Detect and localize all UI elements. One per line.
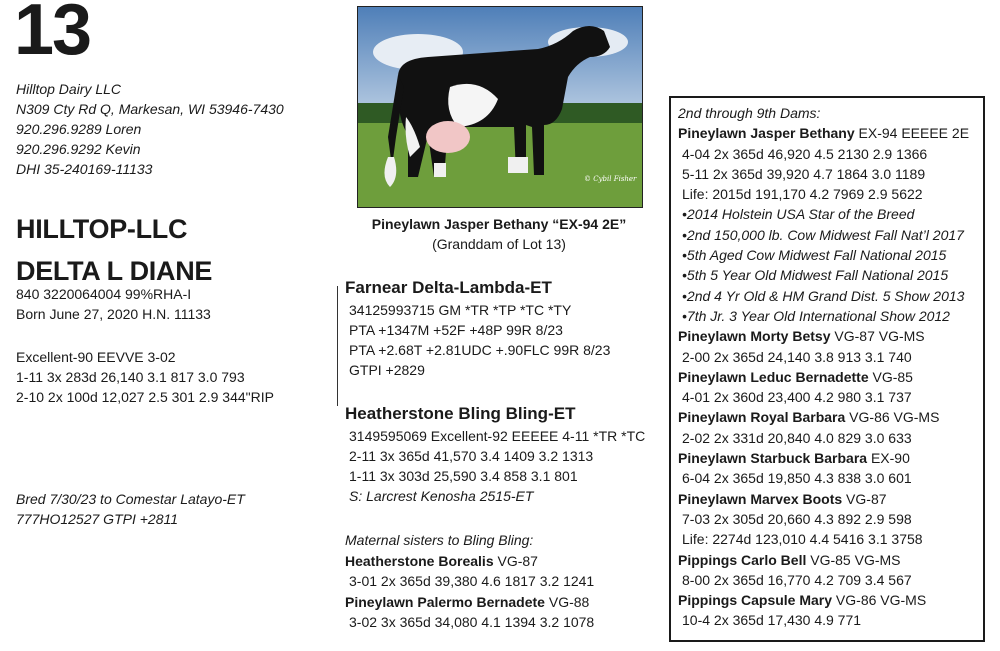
- dam-block: [345, 402, 645, 506]
- dam-entry: [678, 489, 969, 509]
- sire-detail-line: PTA +1347M +52F +48P 99R 8/23: [349, 322, 563, 338]
- dam-entry: [678, 590, 969, 610]
- animal-name-line: DELTA L DIANE: [16, 256, 213, 286]
- dam-detail-line: 2-11 3x 365d 41,570 3.4 1409 3.2 1313: [349, 448, 594, 464]
- dam-entry-name: Pineylawn Marvex Boots: [678, 490, 843, 507]
- dam-entry-record: 10-4 2x 365d 17,430 4.9 771: [682, 612, 862, 629]
- granddam-photo: [357, 6, 643, 208]
- owner-prefix: HILLTOP-LLC: [16, 214, 188, 244]
- classification: Excellent-90 EEVVE 3-02: [16, 349, 176, 365]
- photo-caption: [340, 214, 658, 254]
- sister-entry: [345, 551, 594, 572]
- dam-entry-class: VG-87 VG-MS: [830, 328, 925, 345]
- dam-entry-record: 2-02 2x 331d 20,840 4.0 829 3.0 633: [682, 429, 912, 446]
- bred-service-sire: 777HO12527 GTPI +2811: [16, 511, 179, 527]
- dam-entry-record: Life: 2274d 123,010 4.4 5416 3.1 3758: [682, 531, 923, 548]
- honor-line: •5th 5 Year Old Midwest Fall National 2015: [682, 267, 949, 284]
- dam-entry-record: 8-00 2x 365d 16,770 4.2 709 3.4 567: [682, 571, 912, 588]
- phone-kevin: 920.296.9292 Kevin: [16, 141, 141, 157]
- dam-entry: [678, 123, 969, 143]
- dam-detail-line: 3149595069 Excellent-92 EEEEE 4-11 *TR *TC: [349, 428, 646, 444]
- dam-entry: [678, 550, 969, 570]
- sister-record: 3-02 3x 365d 34,080 4.1 1394 3.2 1078: [349, 614, 595, 630]
- sister-entry: [345, 592, 594, 613]
- sire-block: [345, 276, 610, 380]
- honor-line: •2nd 4 Yr Old & HM Grand Dist. 5 Show 2013: [682, 287, 965, 304]
- sire-detail-line: GTPI +2829: [349, 362, 425, 378]
- dam-name: Heatherstone Bling Bling-ET: [345, 404, 576, 423]
- honor-line: •7th Jr. 3 Year Old International Show 2012: [682, 307, 950, 324]
- cow-illustration: [358, 7, 642, 207]
- caption-subtitle: (Granddam of Lot 13): [432, 236, 566, 252]
- animal-records: [16, 347, 274, 407]
- dams-heading: 2nd through 9th Dams:: [678, 105, 821, 121]
- dam-entry-name: Pineylawn Leduc Bernadette: [678, 368, 869, 385]
- sister-name: Pineylawn Palermo Bernadete: [345, 593, 545, 610]
- dam-entry: [678, 407, 969, 427]
- sister-class: VG-87: [493, 552, 538, 569]
- dam-sire-line: S: Larcrest Kenosha 2515-ET: [349, 488, 534, 504]
- born-line: Born June 27, 2020 H.N. 11133: [16, 306, 211, 322]
- dam-entry: [678, 326, 969, 346]
- honor-line: •5th Aged Cow Midwest Fall National 2015: [682, 247, 947, 264]
- dam-entry-record: 7-03 2x 305d 20,660 4.3 892 2.9 598: [682, 510, 912, 527]
- registration-info: [16, 284, 211, 324]
- farm-name: Hilltop Dairy LLC: [16, 81, 122, 97]
- record-row: 1-11 3x 283d 26,140 3.1 817 3.0 793: [16, 369, 245, 385]
- dam-entry-record: Life: 2015d 191,170 4.2 7969 2.9 5622: [682, 186, 923, 203]
- consignor-contact: [16, 79, 284, 179]
- caption-name: Pineylawn Jasper Bethany “EX-94 2E”: [371, 216, 627, 232]
- dam-entry-class: VG-85 VG-MS: [806, 551, 901, 568]
- farm-address: N309 Cty Rd Q, Markesan, WI 53946-7430: [16, 101, 284, 117]
- sister-name: Heatherstone Borealis: [345, 552, 494, 569]
- bred-line: Bred 7/30/23 to Comestar Latayo-ET: [16, 491, 245, 507]
- sire-detail-line: PTA +2.68T +2.81UDC +.90FLC 99R 8/23: [349, 342, 611, 358]
- honor-line: •2014 Holstein USA Star of the Breed: [682, 206, 915, 223]
- maternal-heading: Maternal sisters to Bling Bling:: [345, 532, 534, 548]
- dam-entry-name: Pineylawn Jasper Bethany: [678, 125, 855, 142]
- dam-entry-class: VG-87: [842, 490, 887, 507]
- dam-entry-name: Pineylawn Royal Barbara: [678, 409, 846, 426]
- dam-entry-class: EX-90: [867, 450, 910, 467]
- dams-box: [678, 103, 969, 631]
- dam-entry-record: 5-11 2x 365d 39,920 4.7 1864 3.0 1189: [682, 165, 926, 182]
- maternal-sisters: [345, 530, 594, 633]
- photographer-signature: © Cybil Fisher: [584, 175, 637, 183]
- registration-line: 840 3220064004 99%RHA-I: [16, 286, 192, 302]
- dam-entry-record: 6-04 2x 365d 19,850 4.3 838 3.0 601: [682, 470, 912, 487]
- animal-name: [16, 208, 212, 292]
- dam-entry-name: Pineylawn Morty Betsy: [678, 328, 831, 345]
- sire-detail-line: 34125993715 GM *TR *TP *TC *TY: [349, 302, 572, 318]
- honor-line: •2nd 150,000 lb. Cow Midwest Fall Nat’l 2017: [682, 226, 964, 243]
- record-row: 2-10 2x 100d 12,027 2.5 301 2.9 344"RIP: [16, 389, 274, 405]
- dam-entry-class: VG-85: [868, 368, 913, 385]
- dam-entry: [678, 448, 969, 468]
- dam-entry-name: Pineylawn Starbuck Barbara: [678, 450, 868, 467]
- dam-entry-name: Pippings Capsule Mary: [678, 592, 833, 609]
- grass: [358, 123, 642, 207]
- dam-entry-class: VG-86 VG-MS: [845, 409, 940, 426]
- dam-entry-name: Pippings Carlo Bell: [678, 551, 807, 568]
- bred-info: [16, 489, 245, 529]
- dam-entry-record: 4-04 2x 365d 46,920 4.5 2130 2.9 1366: [682, 145, 928, 162]
- sister-record: 3-01 2x 365d 39,380 4.6 1817 3.2 1241: [349, 573, 595, 589]
- dam-entry: [678, 367, 969, 387]
- lot-number: 13: [14, 0, 91, 70]
- dam-entry-record: 4-01 2x 360d 23,400 4.2 980 3.1 737: [682, 389, 912, 406]
- sire-name: Farnear Delta-Lambda-ET: [345, 278, 552, 297]
- dam-detail-line: 1-11 3x 303d 25,590 3.4 858 3.1 801: [349, 468, 578, 484]
- pedigree-divider: [337, 286, 338, 406]
- phone-loren: 920.296.9289 Loren: [16, 121, 142, 137]
- dam-entry-class: VG-86 VG-MS: [832, 592, 927, 609]
- dhi-number: DHI 35-240169-11133: [16, 161, 153, 177]
- dam-entry-record: 2-00 2x 365d 24,140 3.8 913 3.1 740: [682, 348, 912, 365]
- dam-entry-class: EX-94 EEEEE 2E: [854, 125, 970, 142]
- sister-class: VG-88: [544, 593, 590, 610]
